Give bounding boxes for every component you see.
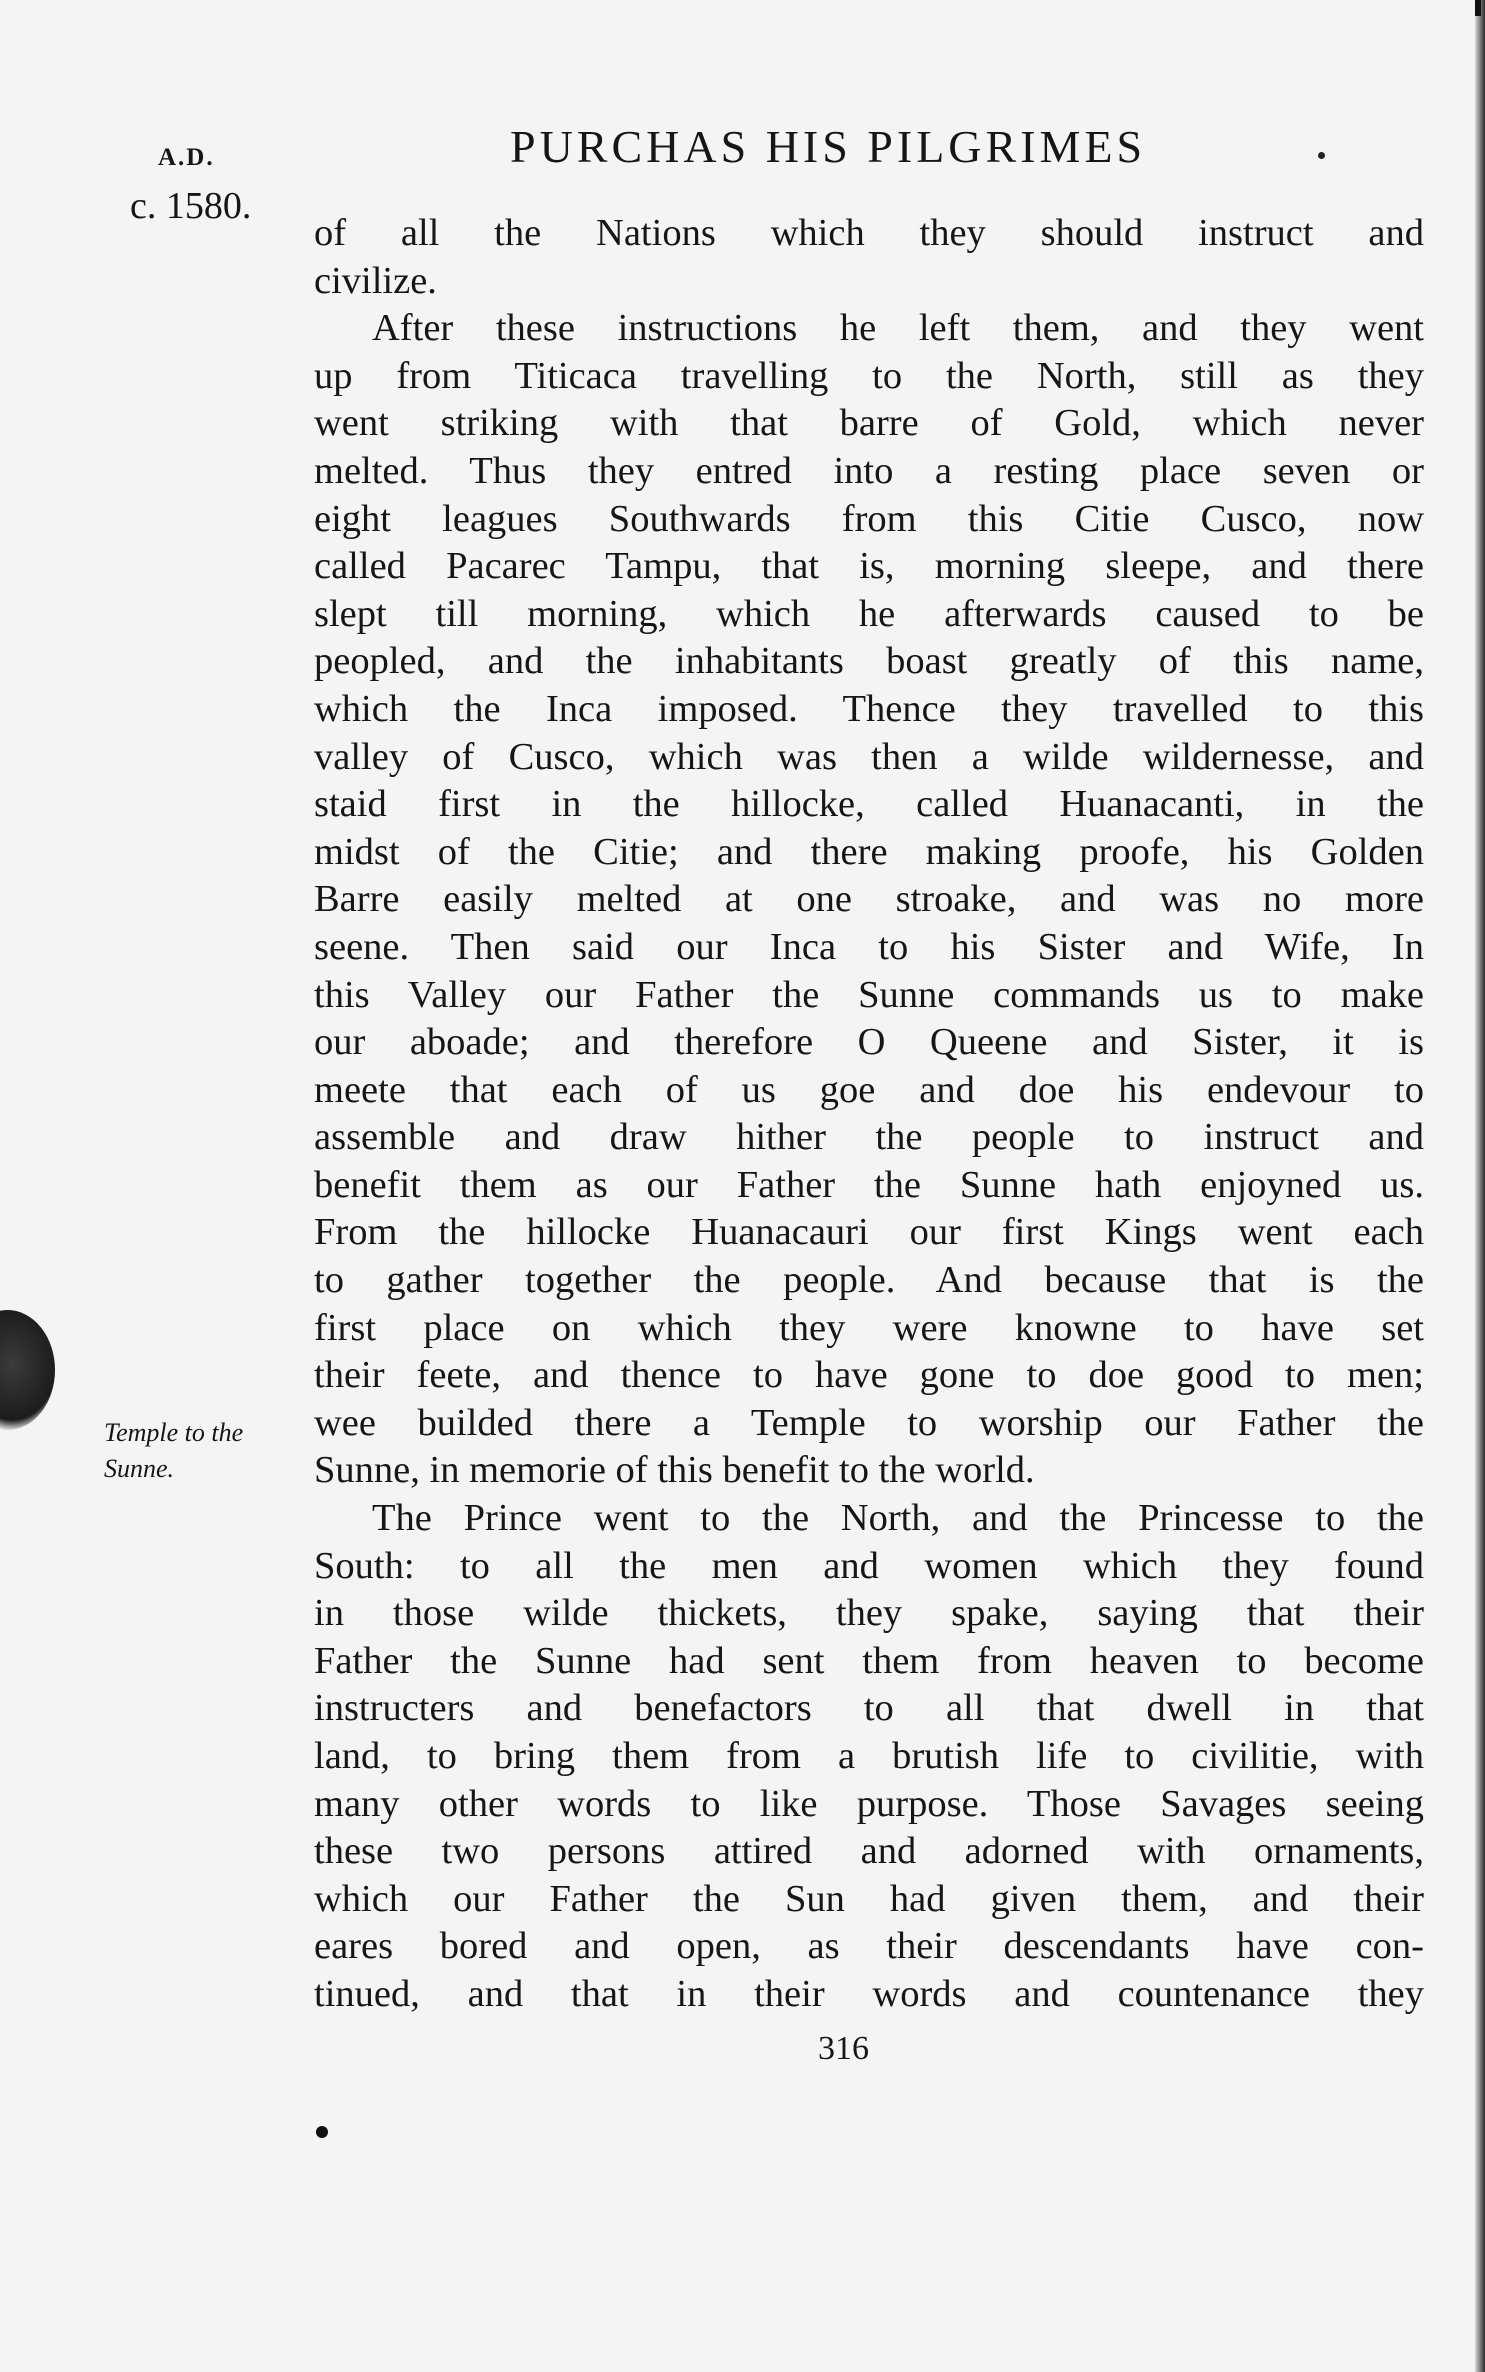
text-line: wee builded there a Temple to worship our Father the (314, 1401, 1424, 1444)
text-line: The Prince went to the North, and the Princesse to the (372, 1497, 1424, 1540)
text-line: Father the Sunne had sent them from heaven to become (314, 1639, 1424, 1682)
text-line: went striking with that barre of Gold, which never (314, 402, 1424, 445)
text-line: slept till morning, which he afterwards caused to be (314, 592, 1424, 635)
text-line: their feete, and thence to have gone to doe good to men; (314, 1354, 1424, 1397)
text-line: assemble and draw hither the people to instruct and (314, 1116, 1424, 1159)
body-text (314, 210, 1424, 2019)
text-line: these two persons attired and adorned with ornaments, (314, 1830, 1424, 1873)
text-line: peopled, and the inhabitants boast greatly of this name, (314, 640, 1424, 683)
ink-dot (316, 2126, 328, 2138)
page-number: 316 (818, 2030, 869, 2067)
text-line: this Valley our Father the Sunne commands us to make (314, 973, 1424, 1016)
scan-edge-mark (1475, 0, 1481, 16)
year-label: c. 1580. (130, 185, 252, 227)
text-line: which the Inca imposed. Thence they travelled to this (314, 687, 1424, 730)
text-line: instructers and benefactors to all that dwell in that (314, 1687, 1424, 1730)
text-line: melted. Thus they entred into a resting place seven or (314, 449, 1424, 492)
era-label: A.D. (158, 144, 215, 171)
text-line: tinued, and that in their words and countenance they (314, 1972, 1424, 2015)
text-line: to gather together the people. And because that is the (314, 1259, 1424, 1302)
text-line: civilize. (314, 259, 437, 302)
text-line: eight leagues Southwards from this Citie Cusco, now (314, 497, 1424, 540)
text-line: land, to bring them from a brutish life to civilitie, with (314, 1735, 1424, 1777)
text-line: seene. Then said our Inca to his Sister and Wife, In (314, 925, 1424, 968)
text-line: Sunne, in memorie of this benefit to the world. (314, 1449, 1035, 1492)
text-line: midst of the Citie; and there making proofe, his Golden (314, 830, 1424, 873)
text-line: first place on which they were knowne to have set (314, 1306, 1424, 1349)
text-line: benefit them as our Father the Sunne hath enjoyned us. (314, 1163, 1424, 1206)
text-line: of all the Nations which they should instruct and (314, 212, 1424, 254)
page-edge-shadow (1475, 0, 1485, 2372)
header-dot (1318, 152, 1325, 159)
thumb-shadow (0, 1310, 55, 1430)
text-line: which our Father the Sun had given them, and their (314, 1877, 1424, 1920)
running-title: PURCHAS HIS PILGRIMES (510, 121, 1147, 172)
text-line: South: to all the men and women which they found (314, 1544, 1424, 1587)
margin-note-line: Sunne. (104, 1454, 175, 1483)
text-line: eares bored and open, as their descendants have con- (314, 1925, 1424, 1968)
text-line: meete that each of us goe and doe his endevour to (314, 1068, 1424, 1111)
text-line: valley of Cusco, which was then a wilde wildernesse, and (314, 735, 1424, 778)
text-line: in those wilde thickets, they spake, saying that their (314, 1592, 1424, 1635)
text-line: called Pacarec Tampu, that is, morning sleepe, and there (314, 545, 1424, 588)
text-line: Barre easily melted at one stroake, and was no more (314, 878, 1424, 921)
text-line: staid first in the hillocke, called Huanacanti, in the (314, 783, 1424, 826)
text-line: After these instructions he left them, and they went (372, 307, 1424, 350)
text-line: up from Titicaca travelling to the North, still as they (314, 354, 1424, 397)
text-line: many other words to like purpose. Those Savages seeing (314, 1782, 1424, 1825)
text-line: our aboade; and therefore O Queene and Sister, it is (314, 1021, 1424, 1064)
text-line: From the hillocke Huanacauri our first Kings went each (314, 1211, 1424, 1254)
margin-note (104, 1415, 243, 1487)
margin-note-line: Temple to the (104, 1418, 244, 1447)
